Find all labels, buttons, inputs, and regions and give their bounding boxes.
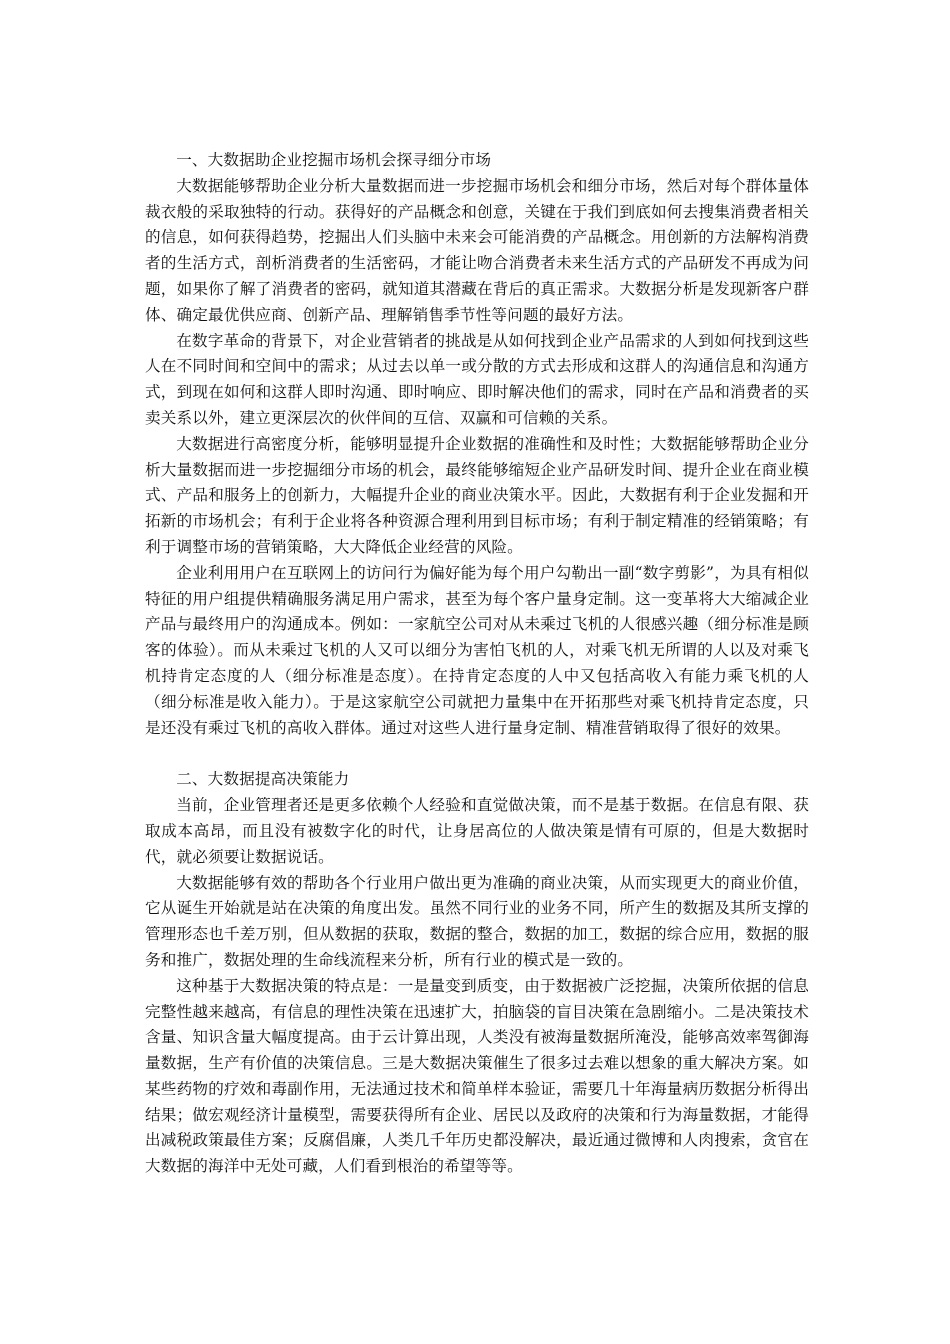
section1-paragraph-3: 大数据进行高密度分析，能够明显提升企业数据的准确性和及时性；大数据能够帮助企业分析大量数据而进一步挖掘细分市场的机会，最终能够缩短企业产品研发时间、提升企业在商业模式、产品和服务上的创新力，大幅提升企业的商业决策水平。因此，大数据有利于企业发掘和开拓新的市场机会；有利于企业将各种资源合理利用到目标市场；有利于制定精准的经销策略；有利于调整市场的营销策略，大大降低企业经营的风险。 [145,434,809,556]
document-page [145,148,809,1180]
section1-paragraph-2: 在数字革命的背景下，对企业营销者的挑战是从如何找到企业产品需求的人到如何找到这些人在不同时间和空间中的需求；从过去以单一或分散的方式去形成和这群人的沟通信息和沟通方式，到现在如何和这群人即时沟通、即时响应、即时解决他们的需求，同时在产品和消费者的买卖关系以外，建立更深层次的伙伴间的互信、双赢和可信赖的关系。 [145,331,809,427]
section2-paragraph-3: 这种基于大数据决策的特点是：一是量变到质变，由于数据被广泛挖掘，决策所依据的信息完整性越来越高，有信息的理性决策在迅速扩大，拍脑袋的盲目决策在急剧缩小。二是决策技术含量、知识含量大幅度提高。由于云计算出现，人类没有被海量数据所淹没，能够高效率驾御海量数据，生产有价值的决策信息。三是大数据决策催生了很多过去难以想象的重大解决方案。如某些药物的疗效和毒副作用，无法通过技术和简单样本验证，需要几十年海量病历数据分析得出结果；做宏观经济计量模型，需要获得所有企业、居民以及政府的决策和行为海量数据，才能得出减税政策最佳方案；反腐倡廉，人类几千年历史都没解决，最近通过微博和人肉搜索，贪官在大数据的海洋中无处可藏，人们看到根治的希望等等。 [145,976,809,1176]
section1-paragraph-4: 企业利用用户在互联网上的访问行为偏好能为每个用户勾勒出一副“数字剪影”，为具有相似特征的用户组提供精确服务满足用户需求，甚至为每个客户量身定制。这一变革将大大缩减企业产品与最终用户的沟通成本。例如：一家航空公司对从未乘过飞机的人很感兴趣（细分标准是顾客的体验）。而从未乘过飞机的人又可以细分为害怕飞机的人，对乘飞机无所谓的人以及对乘飞机持肯定态度的人（细分标准是态度）。在持肯定态度的人中又包括高收入有能力乘飞机的人（细分标准是收入能力）。于是这家航空公司就把力量集中在开拓那些对乘飞机持肯定态度，只是还没有乘过飞机的高收入群体。通过对这些人进行量身定制、精准营销取得了很好的效果。 [145,563,809,737]
section2-paragraph-2: 大数据能够有效的帮助各个行业用户做出更为准确的商业决策，从而实现更大的商业价值，它从诞生开始就是站在决策的角度出发。虽然不同行业的业务不同，所产生的数据及其所支撑的管理形态也千差万别，但从数据的获取，数据的整合，数据的加工，数据的综合应用，数据的服务和推广，数据处理的生命线流程来分析，所有行业的模式是一致的。 [145,873,809,969]
section2-paragraph-1: 当前，企业管理者还是更多依赖个人经验和直觉做决策，而不是基于数据。在信息有限、获取成本高昂，而且没有被数字化的时代，让身居高位的人做决策是情有可原的，但是大数据时代，就必须要让数据说话。 [145,796,809,866]
section1-paragraph-1: 大数据能够帮助企业分析大量数据而进一步挖掘市场机会和细分市场，然后对每个群体量体裁衣般的采取独特的行动。获得好的产品概念和创意，关键在于我们到底如何去搜集消费者相关的信息，如何获得趋势，挖掘出人们头脑中未来会可能消费的产品概念。用创新的方法解构消费者的生活方式，剖析消费者的生活密码，才能让吻合消费者未来生活方式的产品研发不再成为问题，如果你了解了消费者的密码，就知道其潜藏在背后的真正需求。大数据分析是发现新客户群体、确定最优供应商、创新产品、理解销售季节性等问题的最好方法。 [145,176,809,324]
section2-heading: 二、大数据提高决策能力 [176,770,350,789]
section-divider-space [145,741,809,767]
section1-heading: 一、大数据助企业挖掘市场机会探寻细分市场 [176,151,492,169]
